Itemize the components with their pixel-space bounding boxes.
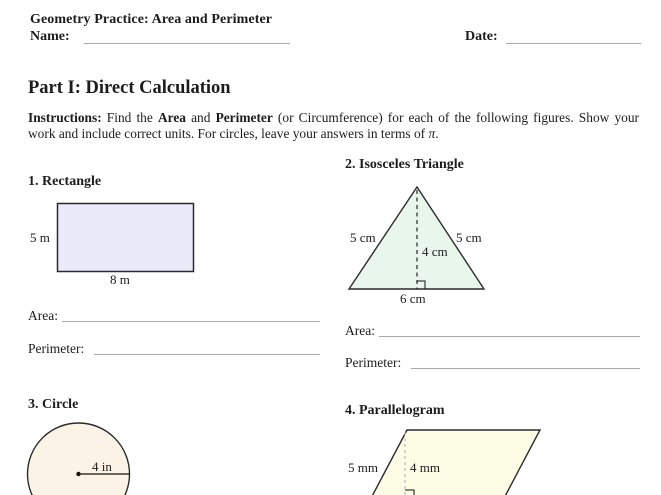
q1-area-blank-line	[62, 306, 320, 322]
q2-perimeter-label: Perimeter:	[345, 355, 402, 370]
q2-area-label: Area:	[345, 323, 375, 338]
q3-heading: 3. Circle	[28, 397, 79, 412]
triangle-right-side-dimension-label: 5 cm	[456, 230, 482, 245]
parallelogram-side-dimension-label: 5 mm	[348, 460, 378, 475]
rectangle-width-dimension-label: 8 m	[110, 272, 130, 287]
part1-heading: Part I: Direct Calculation	[28, 78, 231, 98]
instructions-lead: Instructions:	[28, 110, 102, 125]
q1-area-label: Area:	[28, 308, 58, 323]
triangle-base-dimension-label: 6 cm	[400, 291, 426, 306]
q1-perimeter-blank-line	[94, 339, 320, 355]
q2-area-blank-line	[379, 321, 640, 337]
circle-shape	[28, 423, 130, 495]
name-label: Name:	[30, 29, 70, 44]
q2-heading: 2. Isosceles Triangle	[345, 157, 464, 172]
instructions-bold-perimeter: Perimeter	[215, 110, 273, 125]
instructions-bold-area: Area	[157, 110, 186, 125]
rectangle-figure	[56, 202, 195, 273]
rectangle-shape	[58, 204, 194, 272]
circle-figure	[26, 421, 132, 495]
instructions-paragraph	[28, 110, 639, 142]
triangle-height-dimension-label: 4 cm	[422, 244, 448, 259]
parallelogram-shape	[369, 430, 540, 495]
q1-heading: 1. Rectangle	[28, 174, 102, 189]
date-label: Date:	[465, 29, 498, 44]
instructions-text: (or Circumference) for each of the following figures. Show your work and include correct units. For circles, leave your answers in terms of	[28, 110, 639, 142]
parallelogram-figure	[350, 426, 555, 495]
center-dot	[76, 472, 80, 476]
instructions-text: .	[435, 126, 439, 142]
triangle-left-side-dimension-label: 5 cm	[350, 230, 376, 245]
q4-heading: 4. Parallelogram	[345, 403, 445, 418]
pi-symbol: π	[428, 126, 436, 142]
date-blank-line	[506, 28, 641, 44]
instructions-text: Find the	[101, 110, 158, 125]
parallelogram-height-dimension-label: 4 mm	[410, 460, 440, 475]
q1-perimeter-label: Perimeter:	[28, 341, 85, 356]
rectangle-height-dimension-label: 5 m	[30, 230, 50, 245]
worksheet-title: Geometry Practice: Area and Perimeter	[30, 12, 273, 27]
name-blank-line	[84, 28, 290, 44]
instructions-text: and	[185, 110, 216, 125]
q2-perimeter-blank-line	[411, 353, 640, 369]
circle-radius-dimension-label: 4 in	[92, 459, 112, 474]
